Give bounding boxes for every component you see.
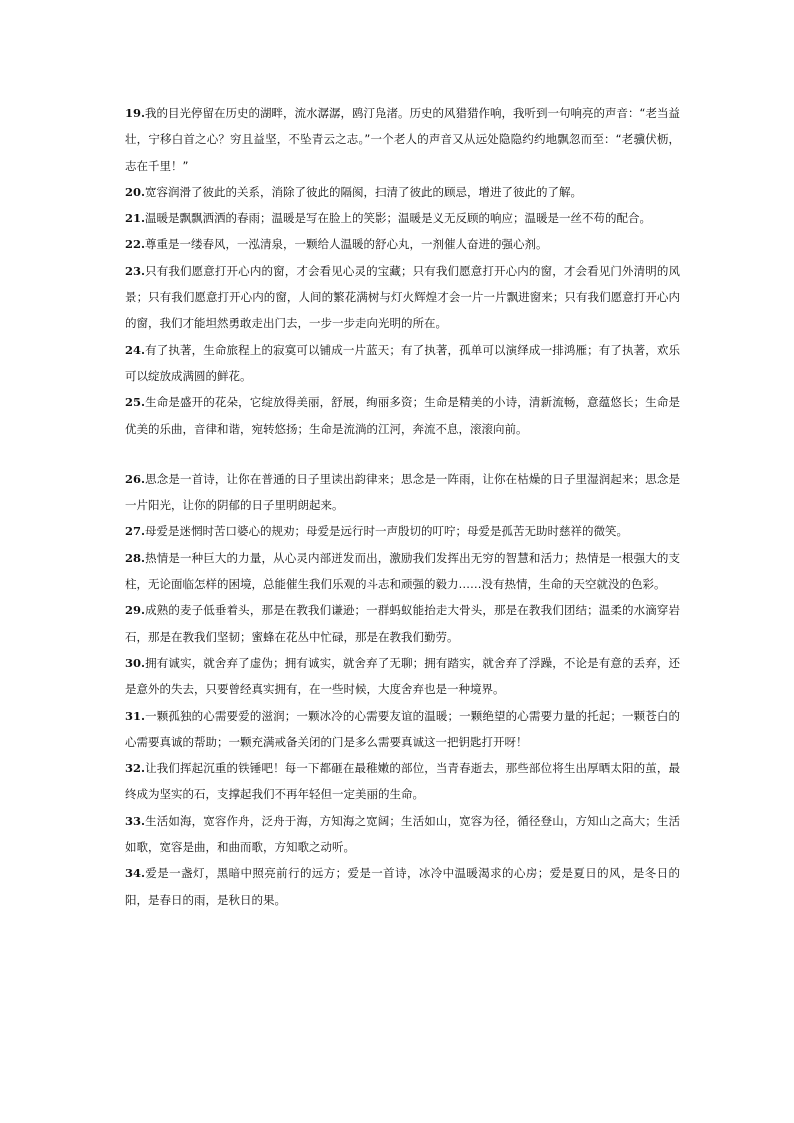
paragraph-number: 28. [125, 550, 146, 565]
paragraph-text: 有了执著，生命旅程上的寂寞可以铺成一片蓝天；有了执著，孤单可以演绎成一排鸿雁；有了执著，欢乐可以绽放成满圆的鲜花。 [125, 342, 680, 383]
paragraph-number: 27. [125, 524, 146, 539]
paragraph-group-2 [125, 466, 680, 913]
paragraph-text: 一颗孤独的心需要爱的滋润；一颗冰冷的心需要友谊的温暖；一颗绝望的心需要力量的托起；一颗苍白的心需要真诚的帮助；一颗充满戒备关闭的门是多么需要真诚这一把钥匙打开呀！ [125, 708, 680, 749]
paragraph-item [125, 205, 680, 231]
paragraph-item [125, 545, 680, 598]
paragraph-text: 温暖是飘飘洒洒的春雨；温暖是写在脸上的笑影；温暖是义无反顾的响应；温暖是一丝不苟的配合。 [145, 211, 652, 226]
paragraph-item [125, 466, 680, 519]
paragraph-text: 成熟的麦子低垂着头，那是在教我们谦逊；一群蚂蚁能抬走大骨头，那是在教我们团结；温柔的水滴穿岩石，那是在教我们坚韧；蜜蜂在花丛中忙碌，那是在教我们勤劳。 [125, 603, 680, 644]
paragraph-item [125, 518, 680, 544]
paragraph-item [125, 597, 680, 650]
document-body [125, 100, 680, 913]
paragraph-text: 热情是一种巨大的力量，从心灵内部迸发而出，激励我们发挥出无穷的智慧和活力；热情是一根强大的支柱，无论面临怎样的困境，总能催生我们乐观的斗志和顽强的毅力……没有热情，生命的天空就没的色彩。 [125, 550, 680, 592]
paragraph-number: 34. [125, 866, 146, 881]
paragraph-number: 19. [125, 106, 146, 120]
paragraph-item [125, 389, 680, 442]
paragraph-number: 33. [125, 813, 146, 828]
paragraph-text: 思念是一首诗，让你在普通的日子里读出韵律来；思念是一阵雨，让你在枯燥的日子里湿润起来；思念是一片阳光，让你的阴郁的日子里明朗起来。 [125, 471, 680, 513]
paragraph-number: 23. [125, 263, 146, 278]
paragraph-text: 爱是一盏灯，黑暗中照亮前行的远方；爱是一首诗，冰冷中温暖渴求的心房；爱是夏日的风，是冬日的阳，是春日的雨，是秋日的果。 [125, 866, 680, 907]
paragraph-item [125, 258, 680, 337]
paragraph-text: 尊重是一缕春风，一泓清泉，一颗给人温暖的舒心丸，一剂催人奋进的强心剂。 [145, 237, 548, 252]
paragraph-text: 宽容润滑了彼此的关系，消除了彼此的隔阂，扫清了彼此的顾忌，增进了彼此的了解。 [145, 184, 583, 199]
paragraph-text: 拥有诚实，就舍弃了虚伪；拥有诚实，就舍弃了无聊；拥有踏实，就舍弃了浮躁，不论是有意的丢弃，还是意外的失去，只要曾经真实拥有，在一些时候，大度舍弃也是一种境界。 [125, 655, 680, 697]
paragraph-number: 25. [125, 395, 146, 410]
section-gap [125, 442, 680, 466]
paragraph-number: 24. [125, 342, 146, 357]
paragraph-item [125, 808, 680, 861]
paragraph-item [125, 860, 680, 913]
paragraph-number: 26. [125, 471, 146, 486]
paragraph-number: 21. [125, 211, 146, 226]
paragraph-item [125, 231, 680, 257]
paragraph-item [125, 100, 680, 179]
paragraph-number: 31. [125, 708, 146, 723]
paragraph-text: 生活如海，宽容作舟，泛舟于海，方知海之宽阔；生活如山，宽容为径，循径登山，方知山之高大；生活如歌，宽容是曲，和曲而歌，方知歌之动听。 [125, 813, 680, 855]
paragraph-number: 30. [125, 655, 146, 670]
paragraph-text: 只有我们愿意打开心内的窗，才会看见心灵的宝藏；只有我们愿意打开心内的窗，才会看见门外清明的风景；只有我们愿意打开心内的窗，人间的繁花满树与灯火辉煌才会一片一片飘进窗来；只有我们愿意打开心内的窗，我们才能坦然勇敢走出门去，一步一步走向光明的所在。 [125, 263, 680, 331]
paragraph-number: 32. [125, 761, 146, 776]
paragraph-item [125, 179, 680, 205]
paragraph-text: 让我们挥起沉重的铁锤吧！每一下都砸在最稚嫩的部位，当青春逝去，那些部位将生出厚晒太阳的茧，最终成为坚实的石，支撑起我们不再年轻但一定美丽的生命。 [125, 761, 680, 802]
paragraph-number: 20. [125, 184, 146, 199]
paragraph-group-1 [125, 100, 680, 442]
paragraph-item [125, 650, 680, 703]
paragraph-number: 22. [125, 237, 146, 252]
paragraph-item [125, 703, 680, 756]
paragraph-text: 我的目光停留在历史的湖畔，流水潺潺，鸥汀凫渚。历史的风猎猎作响，我听到一句响亮的声音：“老当益壮，宁移白首之心？穷且益坚，不坠青云之志。”一个老人的声音又从远处隐隐约约地飘忽而至：“老骥伏枥，志在千里！” [125, 106, 680, 173]
paragraph-item [125, 755, 680, 808]
paragraph-item [125, 337, 680, 390]
paragraph-text: 母爱是迷惘时苦口婆心的规劝；母爱是远行时一声殷切的叮咛；母爱是孤苦无助时慈祥的微笑。 [145, 524, 629, 539]
paragraph-number: 29. [125, 603, 146, 618]
paragraph-text: 生命是盛开的花朵，它绽放得美丽，舒展，绚丽多资；生命是精美的小诗，清新流畅，意蕴悠长；生命是优美的乐曲，音律和谐，宛转悠扬；生命是流淌的江河，奔流不息，滚滚向前。 [125, 395, 680, 436]
